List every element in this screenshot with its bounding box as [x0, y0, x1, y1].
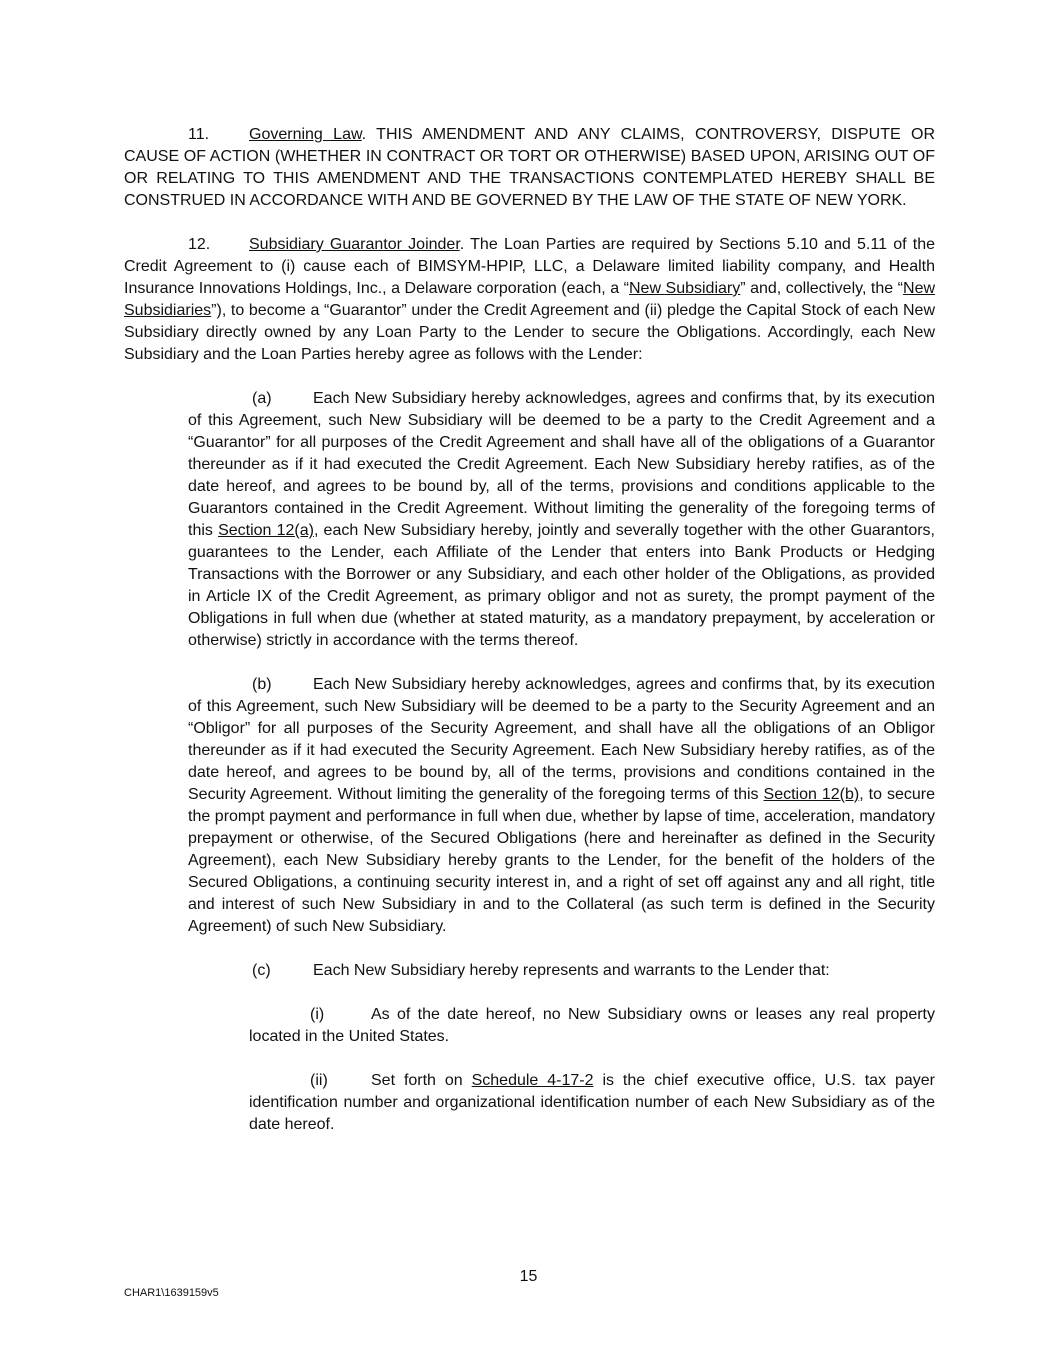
- subparagraph-b: (b) Each New Subsidiary hereby acknowledges, agrees and confirms that, by its execution of this Agreement, such New Subsidiary will be deemed to be a party to the Security Agreement and an “Obligor” for all purposes of the Security Agreement, and shall have all the obligations of an Obligor thereunder as if it had executed the Security Agreement. Each New Subsidiary hereby ratifies, as of the date hereof, and agrees to be bound by, all of the terms, provisions and conditions contained in the Security Agreement. Without limiting the generality of the foregoing terms of this Section 12(b), to secure the prompt payment and performance in full when due, whether by lapse of time, acceleration, mandatory prepayment or otherwise, of the Secured Obligations (here and hereinafter as defined in the Security Agreement), each New Subsidiary hereby grants to the Lender, for the benefit of the holders of the Secured Obligations, a continuing security interest in, and a right of set off against any and all right, title and interest of such New Subsidiary in and to the Collateral (as such term is defined in the Security Agreement) of such New Subsidiary.: [188, 676, 935, 935]
- subparagraph-c: (c) Each New Subsidiary hereby represents and warrants to the Lender that:: [188, 960, 935, 982]
- section-12a-reference: Section 12(a): [218, 522, 314, 539]
- document-body: [124, 124, 935, 1136]
- section-11-heading: Governing Law: [249, 126, 362, 143]
- defined-term-new-subsidiary: New Subsidiary: [629, 280, 741, 297]
- section-12-heading: Subsidiary Guarantor Joinder: [249, 236, 460, 253]
- subparagraph-a: (a) Each New Subsidiary hereby acknowledges, agrees and confirms that, by its execution of this Agreement, such New Subsidiary will be deemed to be a party to the Credit Agreement and a “Guarantor” for all purposes of the Credit Agreement and shall have all of the obligations of a Guarantor thereunder as if it had executed the Credit Agreement. Each New Subsidiary hereby ratifies, as of the date hereof, and agrees to be bound by, all of the terms, provisions and conditions applicable to the Guarantors contained in the Credit Agreement. Without limiting the generality of the foregoing terms of this Section 12(a), each New Subsidiary hereby, jointly and severally together with the other Guarantors, guarantees to the Lender, each Affiliate of the Lender that enters into Bank Products or Hedging Transactions with the Borrower or any Subsidiary, and each other holder of the Obligations, as provided in Article IX of the Credit Agreement, as primary obligor and not as surety, the prompt payment of the Obligations in full when due (whether at stated maturity, as a mandatory prepayment, by acceleration or otherwise) strictly in accordance with the terms thereof.: [188, 390, 936, 649]
- clause-ii: (ii) Set forth on Schedule 4-17-2 is the chief executive office, U.S. tax payer identification number and organizational identification number of each New Subsidiary as of the date hereof.: [249, 1072, 935, 1133]
- document-id: CHAR1\1639159v5: [124, 1287, 219, 1299]
- section-11-number: 11.: [188, 126, 210, 143]
- section-12b-reference: Section 12(b): [763, 786, 860, 803]
- page-number: 15: [519, 1268, 538, 1285]
- section-12-paragraph: 12. Subsidiary Guarantor Joinder. The Loan Parties are required by Sections 5.10 and 5.11 of the Credit Agreement to (i) cause each of BIMSYM-HPIP, LLC, a Delaware limited liability company, and Health Insurance Innovations Holdings, Inc., a Delaware corporation (each, a “New Subsidiary” and, collectively, the “New Subsidiaries”), to become a “Guarantor” under the Credit Agreement and (ii) pledge the Capital Stock of each New Subsidiary directly owned by any Loan Party to the Lender to secure the Obligations. Accordingly, each New Subsidiary and the Loan Parties hereby agree as follows with the Lender:: [124, 236, 936, 363]
- clause-ii-label: (ii): [310, 1072, 328, 1089]
- schedule-reference: Schedule 4-17-2: [471, 1072, 594, 1089]
- clause-i: (i) As of the date hereof, no New Subsidiary owns or leases any real property located in the United States.: [249, 1006, 935, 1045]
- section-11-paragraph: [124, 124, 935, 212]
- subparagraph-c-label: (c): [252, 962, 271, 979]
- section-11-text: . THIS AMENDMENT AND ANY CLAIMS, CONTROVERSY, DISPUTE OR CAUSE OF ACTION (WHETHER IN CONTRACT OR TORT OR OTHERWISE) BASED UPON, ARISING OUT OF OR RELATING TO THIS AMENDMENT AND THE TRANSACTIONS CONTEMPLATED HEREBY SHALL BE CONSTRUED IN ACCORDANCE WITH AND BE GOVERNED BY THE LAW OF THE STATE OF NEW YORK.: [124, 126, 936, 209]
- subparagraph-b-label: (b): [252, 676, 272, 693]
- clause-i-label: (i): [310, 1006, 325, 1023]
- section-12-number: 12.: [188, 236, 211, 253]
- defined-term-new-subsidiaries: New Subsidiaries: [124, 280, 936, 319]
- subparagraph-a-label: (a): [252, 390, 272, 407]
